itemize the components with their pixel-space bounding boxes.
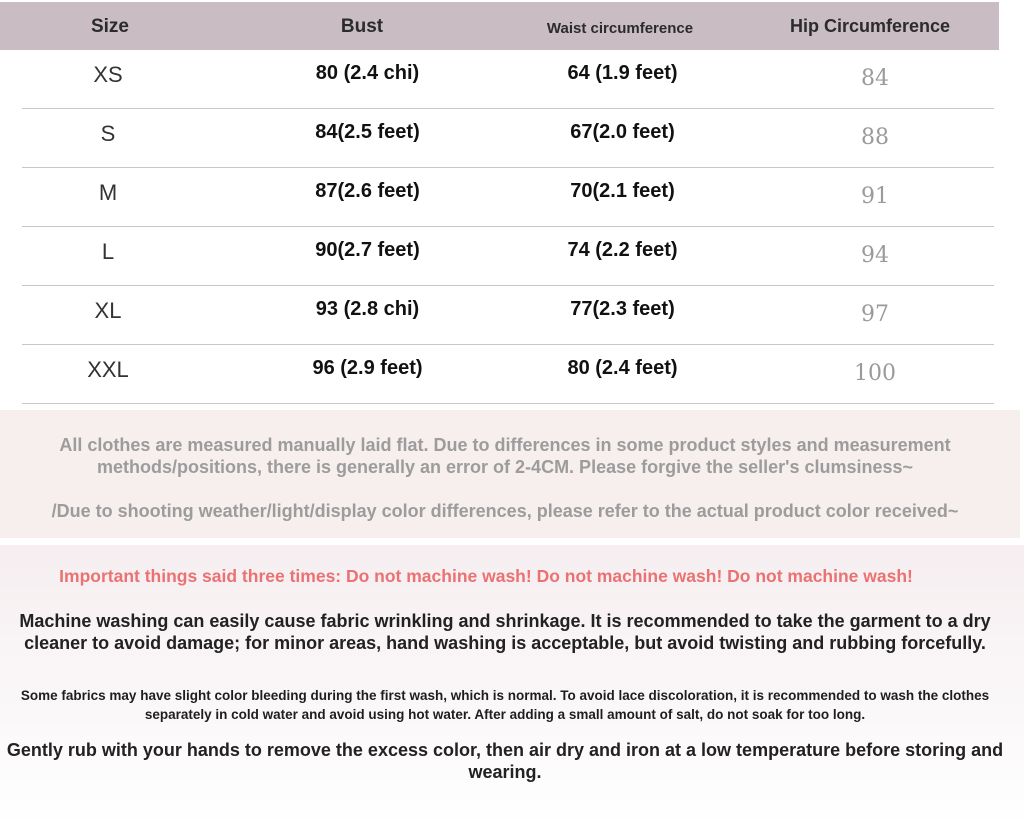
row-divider [22,403,994,404]
hip-cell: 97 [861,302,889,327]
header-waist: Waist circumference [546,20,694,37]
size-cell: XL [94,298,122,323]
bust-cell: 84(2.5 feet) [315,121,420,143]
table-row [0,168,1024,227]
wash-warning-title: Important things said three times: Do not machine wash! Do not machine wash! Do not machine wash! [59,566,913,586]
hip-cell: 91 [861,184,889,209]
measurement-note: All clothes are measured manually laid flat. Due to differences in some product styles and measurement methods/positions, there is generally an error of 2-4CM. Please forgive the seller's clumsiness~ [59,435,951,477]
header-hip: Hip Circumference [789,16,951,36]
bust-cell: 93 (2.8 chi) [315,298,420,320]
size-cell: S [100,121,116,146]
table-row [0,227,1024,286]
bust-cell: 80 (2.4 chi) [315,62,420,84]
hip-cell: 100 [854,361,896,386]
table-header [0,2,999,50]
waist-cell: 77(2.3 feet) [570,298,675,320]
size-cell: XS [93,62,123,87]
machine-wash-paragraph: Machine washing can easily cause fabric wrinkling and shrinkage. It is recommended to take the garment to a dry cleaner to avoid damage; for minor areas, hand washing is acceptable, but avoid twisting and rubbing forcefully. [19,611,991,653]
bust-cell: 96 (2.9 feet) [312,357,423,379]
bust-cell: 87(2.6 feet) [315,180,420,202]
color-bleeding-paragraph: Some fabrics may have slight color bleeding during the first wash, which is normal. To avoid lace discoloration, it is recommended to wash the clothes separately in cold water and avoid using hot water. After adding a small amount of salt, do not soak for too long. [20,688,990,722]
waist-cell: 74 (2.2 feet) [567,239,678,261]
hip-cell: 88 [861,125,889,150]
color-note: /Due to shooting weather/light/display color differences, please refer to the actual product color received~ [51,501,959,521]
table-row [0,345,1024,404]
wash-instructions-block [0,545,1024,826]
waist-cell: 64 (1.9 feet) [567,62,678,84]
header-bust: Bust [340,16,384,37]
bust-cell: 90(2.7 feet) [315,239,420,261]
waist-cell: 80 (2.4 feet) [567,357,678,379]
waist-cell: 70(2.1 feet) [570,180,675,202]
size-chart-table [0,0,1024,405]
hand-rub-paragraph: Gently rub with your hands to remove the excess color, then air dry and iron at a low temperature before storing and wearing. [6,740,1004,782]
size-cell: L [101,239,115,264]
table-row [0,109,1024,168]
table-row [0,286,1024,345]
header-size: Size [90,16,130,37]
waist-cell: 67(2.0 feet) [570,121,675,143]
hip-cell: 94 [861,243,889,268]
hip-cell: 84 [861,66,889,91]
table-row [0,50,1024,109]
measurement-note-block [0,410,1020,538]
size-cell: XXL [87,357,129,382]
size-cell: M [98,180,118,205]
